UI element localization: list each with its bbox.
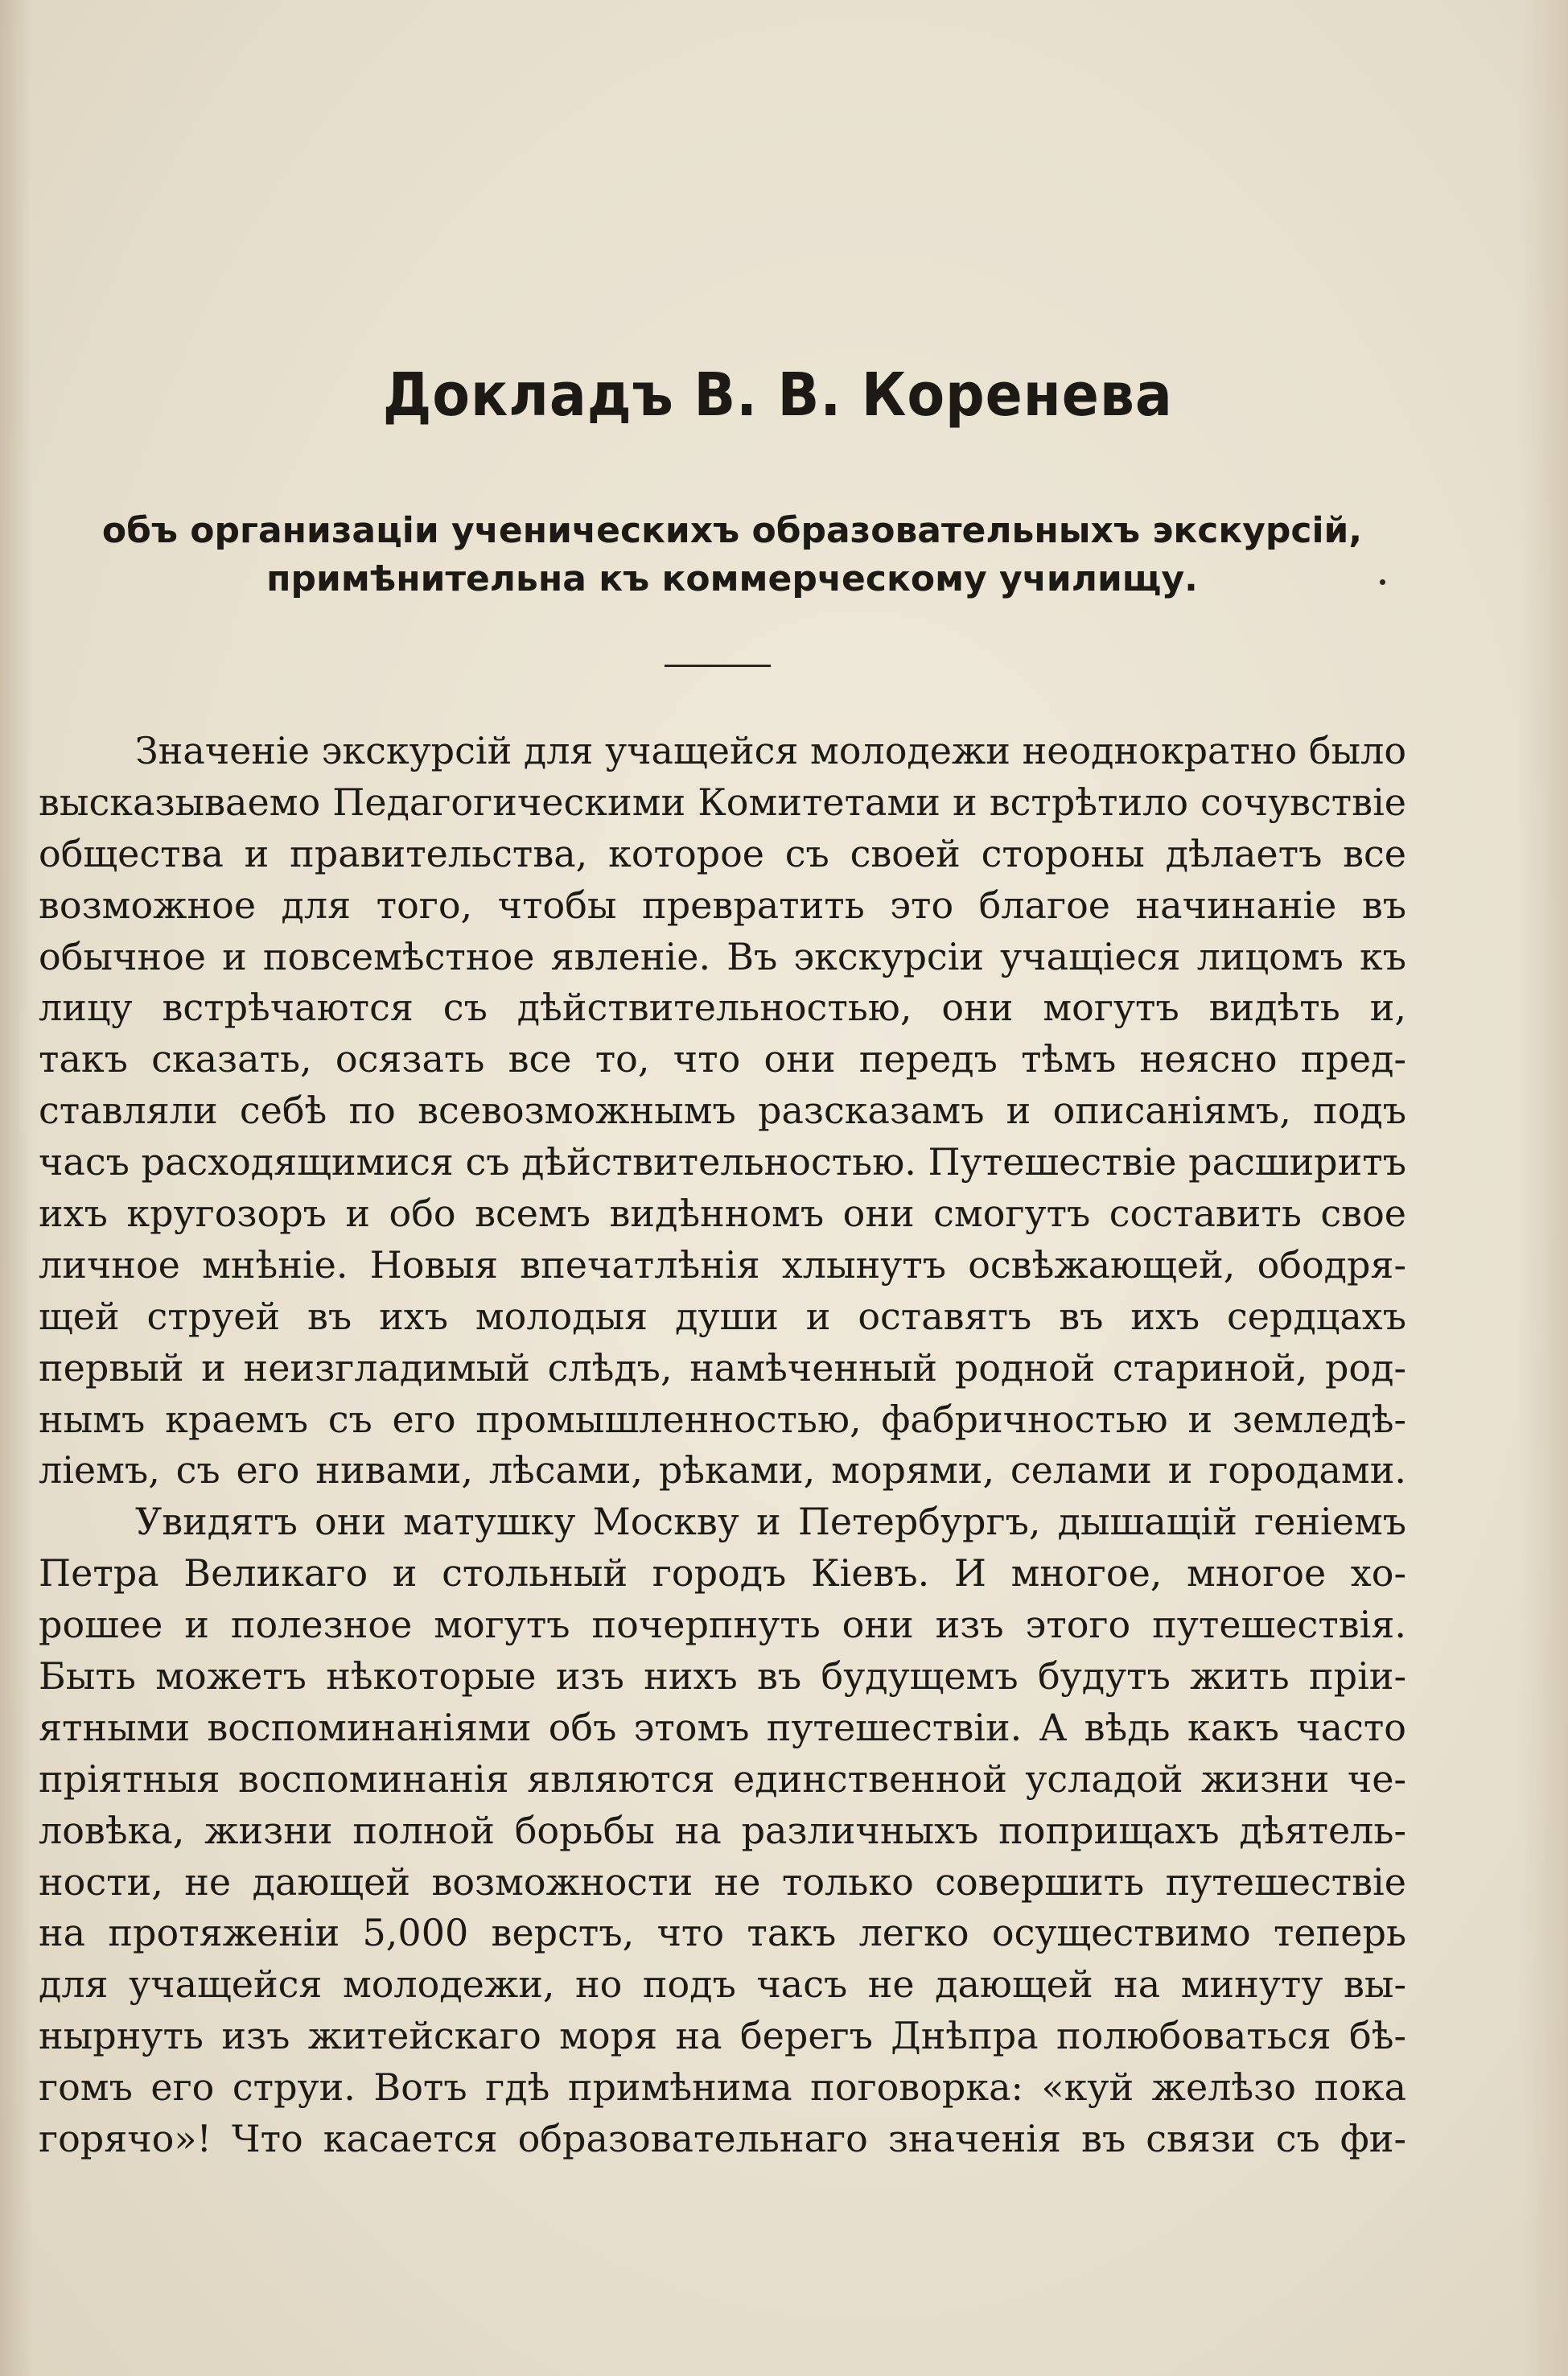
report-subtitle: объ организаціи ученическихъ образовательныхъ экскурсій, примѣнительна къ коммерческому училищу. xyxy=(101,510,1363,599)
text-line: для учащейся молодежи, но подъ часъ не дающей на минуту вы- xyxy=(39,1962,1406,2007)
section-divider xyxy=(665,665,771,667)
text-line: ставляли себѣ по всевозможнымъ разсказамъ и описаніямъ, подъ xyxy=(39,1089,1406,1133)
text-line: часъ расходящимися съ дѣйствительностью. Путешествіе расширитъ xyxy=(39,1140,1406,1184)
text-line: ности, не дающей возможности не только совершить путешествіе xyxy=(39,1859,1406,1904)
page-edge-shadow-right xyxy=(1520,0,1568,2376)
text-line: ліемъ, съ его нивами, лѣсами, рѣками, морями, селами и городами. xyxy=(39,1448,1406,1493)
paragraph-1 xyxy=(39,726,1406,1497)
text-line: ловѣка, жизни полной борьбы на различныхъ поприщахъ дѣятель- xyxy=(39,1808,1406,1852)
text-line: горячо»! Что касается образовательнаго значенія въ связи съ фи- xyxy=(39,2117,1406,2161)
text-line: щей струей въ ихъ молодыя души и оставятъ въ ихъ сердцахъ xyxy=(39,1294,1406,1338)
paragraph-2 xyxy=(39,1497,1406,2165)
report-title: Докладъ В. В. Коренева xyxy=(382,360,1173,430)
print-speck xyxy=(1380,579,1385,585)
text-line: нырнуть изъ житейскаго моря на берегъ Днѣпра полюбоваться бѣ- xyxy=(39,2014,1406,2058)
text-line: возможное для того, чтобы превратить это благое начинаніе въ xyxy=(39,883,1406,927)
text-line: Петра Великаго и стольный городъ Кіевъ. И многое, многое хо- xyxy=(39,1551,1406,1596)
text-line: общества и правительства, которое съ своей стороны дѣлаетъ все xyxy=(39,831,1406,875)
text-line: гомъ его струи. Вотъ гдѣ примѣнима поговорка: «куй желѣзо пока xyxy=(39,2065,1406,2110)
body-text xyxy=(39,726,1406,2165)
text-line: Быть можетъ нѣкоторые изъ нихъ въ будущемъ будутъ жить пріи- xyxy=(39,1654,1406,1699)
text-line: лицу встрѣчаются съ дѣйствительностью, они могутъ видѣть и, xyxy=(39,986,1406,1030)
text-line: обычное и повсемѣстное явленіе. Въ экскурсіи учащіеся лицомъ къ xyxy=(39,934,1406,978)
text-line: личное мнѣніе. Новыя впечатлѣнія хлынутъ освѣжающей, ободря- xyxy=(39,1242,1406,1287)
text-line: первый и неизгладимый слѣдъ, намѣченный родной стариной, род- xyxy=(39,1345,1406,1390)
text-line: такъ сказать, осязать все то, что они передъ тѣмъ неясно пред- xyxy=(39,1037,1406,1081)
text-line: нымъ краемъ съ его промышленностью, фабричностью и земледѣ- xyxy=(39,1397,1406,1441)
text-line: ятными воспоминаніями объ этомъ путешествіи. А вѣдь какъ часто xyxy=(39,1705,1406,1749)
text-line: Увидятъ они матушку Москву и Петербургъ, дышащій геніемъ xyxy=(135,1500,1406,1544)
text-line: Значеніе экскурсій для учащейся молодежи неоднократно было xyxy=(135,729,1406,772)
text-line: пріятныя воспоминанія являются единственной усладой жизни че- xyxy=(39,1756,1406,1801)
text-line: высказываемо Педагогическими Комитетами и встрѣтило сочувствіе xyxy=(39,780,1406,824)
text-line: на протяженіи 5,000 верстъ, что такъ легко осуществимо теперь xyxy=(39,1911,1406,1955)
page-edge-shadow-left xyxy=(0,0,32,2376)
text-line: рошее и полезное могутъ почерпнуть они изъ этого путешествія. xyxy=(39,1603,1406,1647)
text-line: ихъ кругозоръ и обо всемъ видѣнномъ они смогутъ составить свое xyxy=(39,1192,1406,1236)
